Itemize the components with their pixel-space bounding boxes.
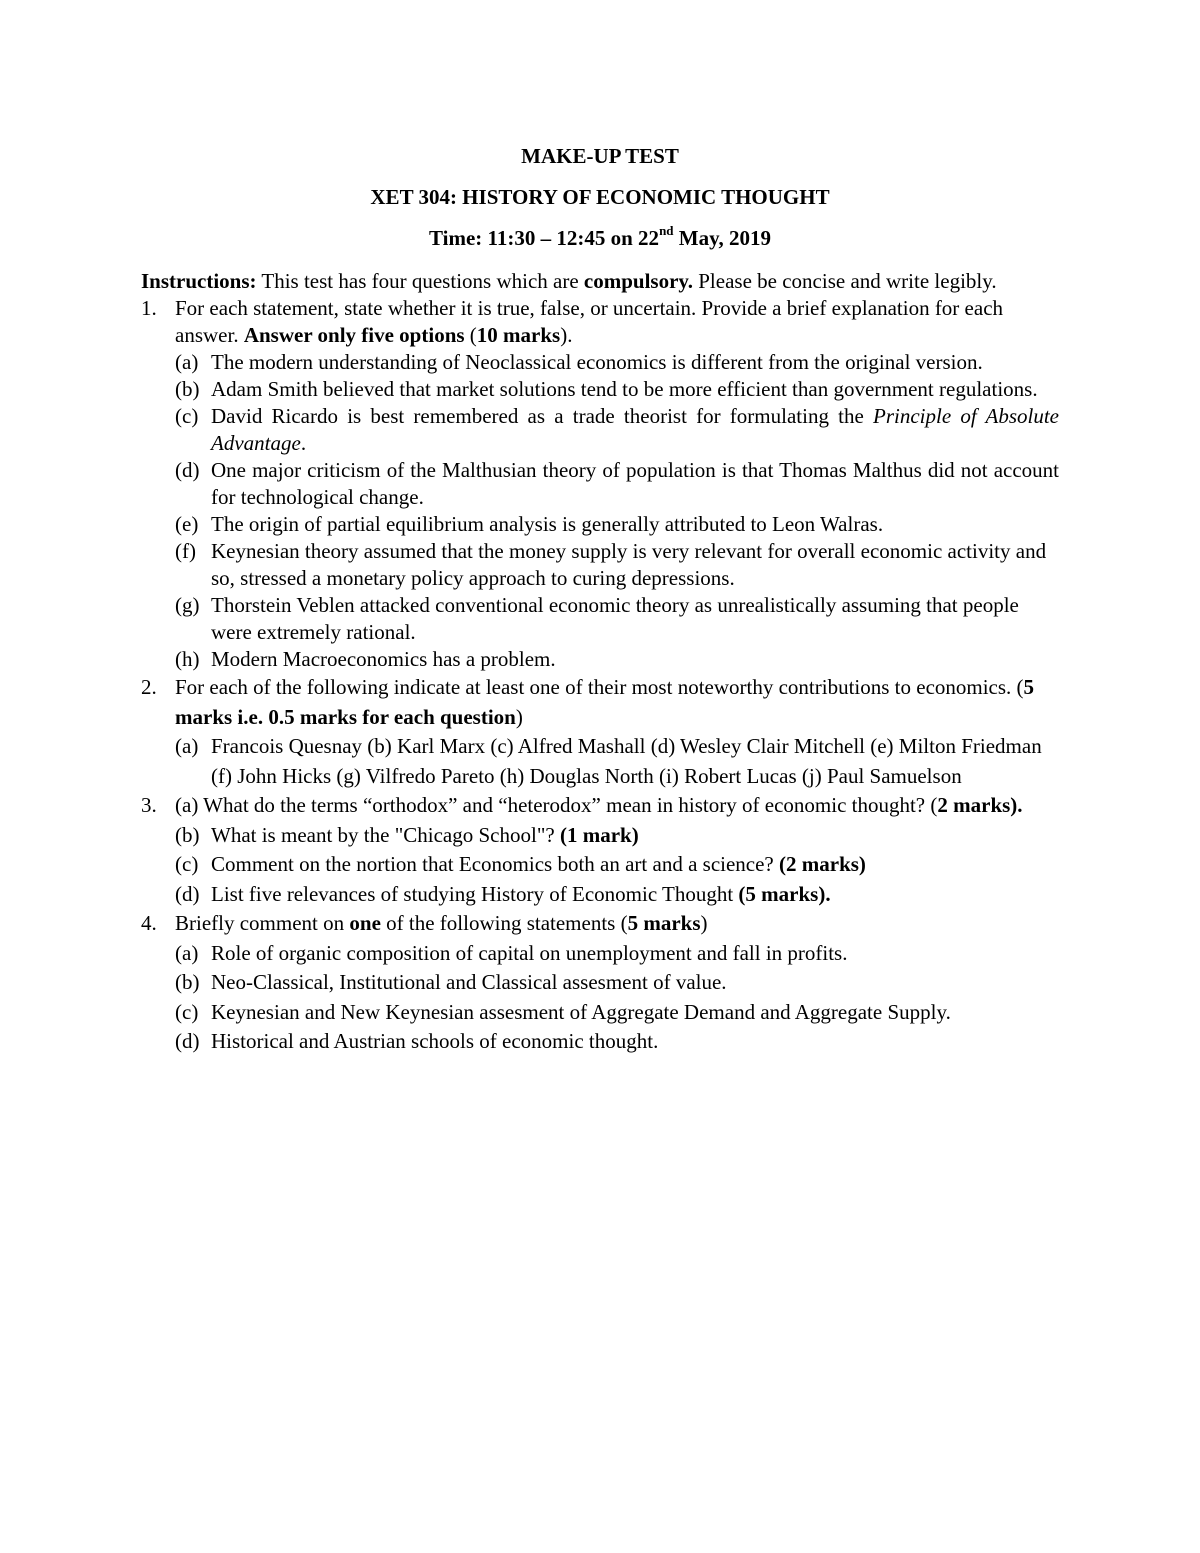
item-label: (a): [175, 350, 199, 374]
list-item: [175, 349, 1059, 376]
question-2: [141, 673, 1059, 791]
item-tail: .: [300, 431, 307, 455]
test-content: [141, 268, 1059, 1057]
list-item: [175, 457, 1059, 511]
list-item: [175, 592, 1059, 646]
item-label: (e): [175, 512, 199, 536]
question-number: 3.: [141, 793, 157, 817]
list-item: [175, 968, 1059, 998]
instructions-bold: compulsory.: [583, 269, 693, 293]
item-text: Neo-Classical, Institutional and Classical assesment of value.: [211, 970, 727, 994]
item-text: Comment on the nortion that Economics both an art and a science?: [211, 852, 780, 876]
list-item: [175, 850, 1059, 880]
item-italic: Principle of Absolute Advantage: [211, 404, 1059, 455]
q4-bold-one: one: [349, 911, 381, 935]
instructions-label: Instructions:: [141, 269, 257, 293]
item-text: Historical and Austrian schools of economic thought.: [211, 1029, 659, 1053]
item-marks: (5 marks).: [738, 881, 831, 906]
question-text: [175, 791, 1059, 821]
test-time: [0, 225, 1200, 252]
question-number: 4.: [141, 911, 157, 935]
item-label: (d): [175, 881, 200, 906]
item-label: (f): [175, 539, 196, 563]
time-prefix: Time: 11:30 – 12:45 on 22: [429, 226, 660, 250]
q3-a-bold: 2 marks).: [937, 793, 1023, 817]
instructions-text-end: Please be concise and write legibly.: [693, 269, 997, 293]
list-item: [175, 403, 1059, 457]
question-text: [175, 909, 1059, 939]
q4-text-mid: of the following statements (: [380, 911, 628, 935]
list-item: [175, 646, 1059, 673]
item-text: Role of organic composition of capital on unemployment and fall in profits.: [211, 940, 848, 965]
item-label: (b): [175, 377, 200, 401]
item-label: (d): [175, 1029, 200, 1053]
item-text: Keynesian theory assumed that the money supply is very relevant for overall economic activity and so, stressed a monetary policy approach to curing depressions.: [211, 539, 1047, 590]
q2-bold: 5 marks i.e. 0.5 marks for each question: [175, 675, 1035, 729]
list-item: [175, 821, 1059, 851]
item-text: What is meant by the "Chicago School"?: [211, 822, 560, 847]
q1-bold: Answer only five options: [243, 323, 465, 347]
item-text: List five relevances of studying History of Economic Thought: [211, 881, 739, 906]
list-item: [175, 1027, 1059, 1057]
item-label: (b): [175, 970, 200, 994]
item-label: (a): [175, 940, 199, 965]
course-title: XET 304: HISTORY OF ECONOMIC THOUGHT: [370, 185, 830, 209]
list-item: [175, 998, 1059, 1028]
instructions: [141, 268, 1059, 295]
page-title: MAKE-UP TEST: [521, 144, 679, 168]
q4-text-end: ): [700, 911, 708, 935]
q4-text: Briefly comment on: [175, 911, 350, 935]
q1-text: For each statement, state whether it is true, false, or uncertain. Provide a brief explanation for each answer.: [175, 296, 1004, 347]
item-text: Keynesian and New Keynesian assesment of Aggregate Demand and Aggregate Supply.: [211, 999, 951, 1024]
list-item: [175, 511, 1059, 538]
item-label: (c): [175, 852, 199, 876]
question-3: [141, 791, 1059, 909]
item-marks: (1 mark): [559, 822, 639, 847]
question-1: [141, 295, 1059, 673]
item-label: (a): [175, 734, 199, 758]
list-item: [175, 538, 1059, 592]
time-suffix: May, 2019: [673, 226, 771, 250]
item-label: (b): [175, 822, 200, 847]
item-text: One major criticism of the Malthusian theory of population is that Thomas Malthus did not account for technological change.: [211, 458, 1059, 509]
question-text: [175, 673, 1059, 732]
item-text: The origin of partial equilibrium analysis is generally attributed to Leon Walras.: [211, 512, 884, 536]
item-label: (c): [175, 999, 199, 1024]
question-text: [175, 295, 1059, 349]
q2-text: For each of the following indicate at least one of their most noteworthy contributions to economics. (: [175, 675, 1024, 699]
list-item: [175, 732, 1059, 791]
item-text: Adam Smith believed that market solutions tend to be more efficient than government regulations.: [211, 377, 1038, 401]
list-item: [175, 376, 1059, 403]
item-text: Modern Macroeconomics has a problem.: [211, 647, 556, 671]
item-marks: (2 marks): [779, 852, 866, 876]
item-text: Thorstein Veblen attacked conventional economic theory as unrealistically assuming that people were extremely rational.: [211, 593, 1019, 644]
q1-paren-close: ).: [560, 323, 573, 347]
q1-paren: (: [464, 323, 477, 347]
list-item: [175, 939, 1059, 969]
item-text: David Ricardo is best remembered as a trade theorist for formulating the: [211, 404, 873, 428]
item-label: (c): [175, 404, 199, 428]
q4-marks: 5 marks: [627, 911, 701, 935]
q1-marks: 10 marks: [476, 323, 561, 347]
item-label: (h): [175, 647, 200, 671]
item-text: The modern understanding of Neoclassical economics is different from the original version.: [211, 350, 983, 374]
question-4: [141, 909, 1059, 1057]
item-label: (d): [175, 458, 200, 482]
item-label: (g): [175, 593, 200, 617]
q3-a-text: (a) What do the terms “orthodox” and “heterodox” mean in history of economic thought? (: [175, 793, 938, 817]
q2-tail: ): [515, 704, 523, 729]
list-item: [175, 880, 1059, 910]
item-text: Francois Quesnay (b) Karl Marx (c) Alfred Mashall (d) Wesley Clair Mitchell (e) Milton Friedman (f) John Hicks (g) Vilfredo Pareto (h) Douglas North (i) Robert Lucas (j) Paul Samuelson: [211, 734, 1042, 788]
instructions-text: This test has four questions which are: [256, 269, 584, 293]
time-superscript: nd: [659, 223, 674, 238]
question-number: 2.: [141, 675, 157, 699]
question-number: 1.: [141, 296, 157, 320]
